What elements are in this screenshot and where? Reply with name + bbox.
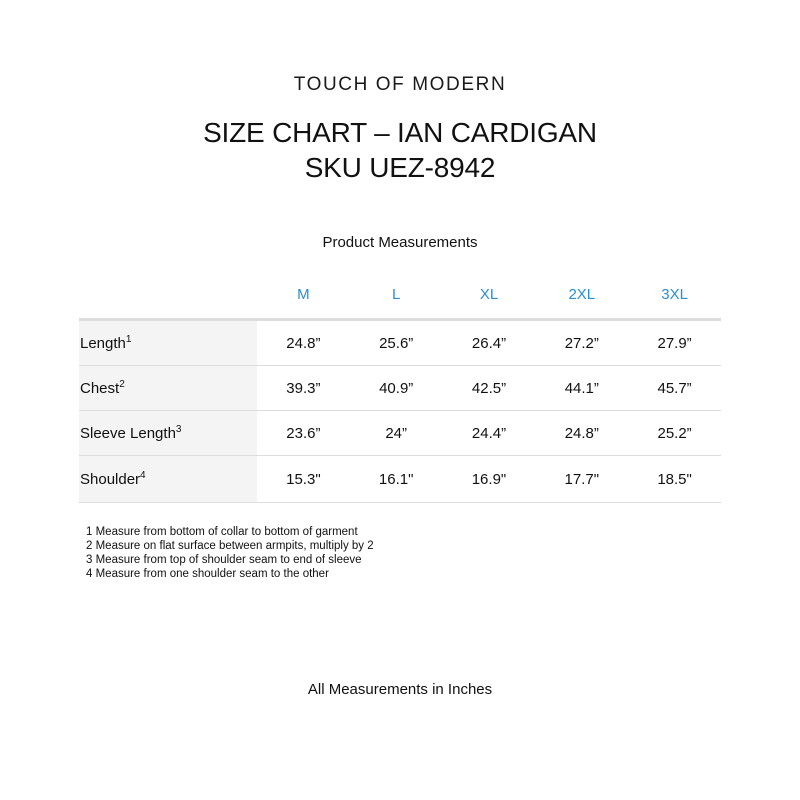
table-cell: 18.5" [628, 456, 721, 503]
size-header: M [257, 270, 350, 320]
table-cell: 27.9” [628, 320, 721, 366]
row-label-length [79, 320, 257, 366]
footnotes [86, 525, 374, 581]
table-cell: 24.4” [443, 411, 536, 456]
table-cell: 25.2” [628, 411, 721, 456]
footnote: 2 Measure on flat surface between armpits, multiply by 2 [86, 540, 374, 552]
table-cell: 26.4” [443, 320, 536, 366]
row-label-text: Chest [80, 379, 120, 397]
table-cell: 39.3” [257, 366, 350, 411]
table-row-sleeve-length [79, 411, 721, 456]
table-row-length [79, 320, 721, 366]
table-cell: 25.6” [350, 320, 443, 366]
footnote-marker: 3 [175, 423, 182, 435]
table-cell: 16.9" [443, 456, 536, 503]
table-row-chest [79, 366, 721, 411]
row-label-text: Shoulder [80, 470, 141, 488]
table-cell: 24.8” [535, 411, 628, 456]
table-cell: 45.7” [628, 366, 721, 411]
footnote: 3 Measure from top of shoulder seam to end of sleeve [86, 554, 362, 566]
table-cell: 23.6” [257, 411, 350, 456]
footnote: 1 Measure from bottom of collar to bottom of garment [86, 526, 358, 538]
size-chart-table [79, 270, 721, 503]
table-cell: 42.5” [443, 366, 536, 411]
row-label-shoulder [79, 456, 257, 503]
table-cell: 24” [350, 411, 443, 456]
header-blank [79, 270, 257, 320]
footnote-marker: 4 [140, 469, 146, 481]
table-cell: 16.1" [350, 456, 443, 503]
row-label-text: Sleeve Length [80, 424, 176, 442]
page-title: SIZE CHART – IAN CARDIGAN [203, 117, 597, 148]
sku-title: SKU UEZ-8942 [304, 152, 496, 183]
table-cell: 40.9” [350, 366, 443, 411]
size-header-row [79, 270, 721, 320]
row-label-chest [79, 366, 257, 411]
size-header: 3XL [628, 270, 721, 320]
measurement-unit-note: All Measurements in Inches [307, 681, 493, 698]
table-cell: 15.3" [257, 456, 350, 503]
table-cell: 27.2” [535, 320, 628, 366]
table-row-shoulder [79, 456, 721, 503]
row-label-sleeve-length [79, 411, 257, 456]
footnote: 4 Measure from one shoulder seam to the other [86, 568, 329, 580]
size-header: L [350, 270, 443, 320]
footnote-marker: 2 [119, 378, 125, 390]
table-cell: 44.1” [535, 366, 628, 411]
table-cell: 24.8” [257, 320, 350, 366]
footnote-marker: 1 [125, 333, 132, 345]
size-header: XL [443, 270, 536, 320]
row-label-text: Length [80, 334, 126, 352]
table-subtitle: Product Measurements [322, 234, 478, 251]
size-header: 2XL [535, 270, 628, 320]
table-cell: 17.7" [535, 456, 628, 503]
brand-logo-text: TOUCH OF MODERN [293, 74, 507, 95]
